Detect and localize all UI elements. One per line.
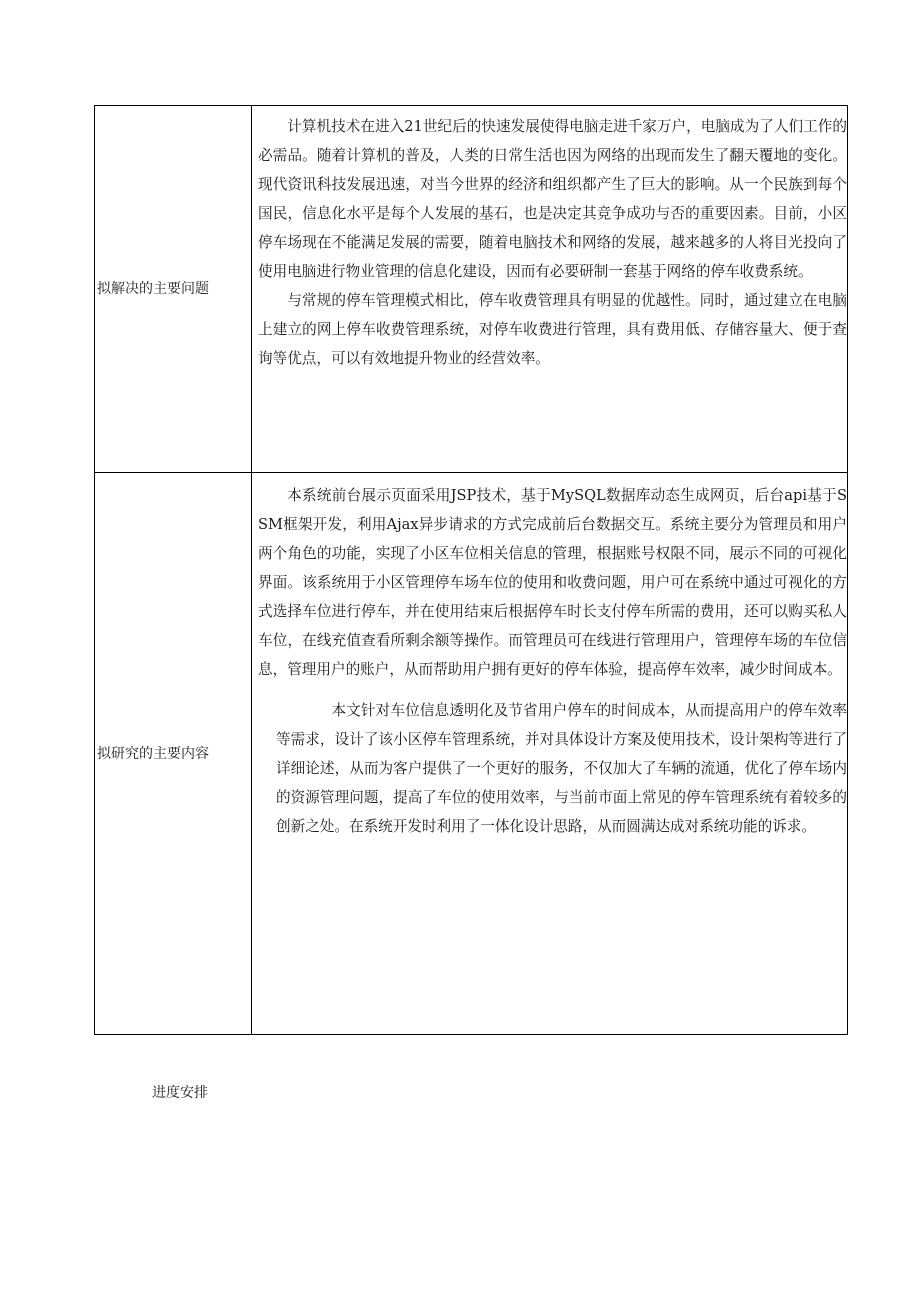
row-content-problems: [252, 106, 848, 473]
proposal-table: [94, 105, 848, 1035]
schedule-heading: 进度安排: [152, 1085, 208, 1101]
table-row-research: [95, 473, 848, 1035]
row-label-problems: 拟解决的主要问题: [95, 106, 252, 473]
row-content-research: [252, 473, 848, 1035]
table-row-problems: [95, 106, 848, 473]
problems-paragraph-1: 计算机技术在进入21世纪后的快速发展使得电脑走进千家万户，电脑成为了人们工作的必需品。随着计算机的普及，人类的日常生活也因为网络的出现而发生了翻天覆地的变化。现代资讯科技发展迅速，对当今世界的经济和组织都产生了巨大的影响。从一个民族到每个国民，信息化水平是每个人发展的基石，也是决定其竞争成功与否的重要因素。目前，小区停车场现在不能满足发展的需要，随着电脑技术和网络的发展，越来越多的人将目光投向了使用电脑进行物业管理的信息化建设，因而有必要研制一套基于网络的停车收费系统。: [258, 118, 847, 280]
problems-paragraph-2: 与常规的停车管理模式相比，停车收费管理具有明显的优越性。同时，通过建立在电脑上建立的网上停车收费管理系统，对停车收费进行管理，具有费用低、存储容量大、便于查询等优点，可以有效地提升物业的经营效率。: [258, 292, 847, 367]
research-paragraph-1: 本系统前台展示页面采用JSP技术，基于MySQL数据库动态生成网页，后台api基于SSM框架开发，利用Ajax异步请求的方式完成前后台数据交互。系统主要分为管理员和用户两个角色的功能，实现了小区车位相关信息的管理，根据账号权限不同，展示不同的可视化界面。该系统用于小区管理停车场车位的使用和收费问题，用户可在系统中通过可视化的方式选择车位进行停车，并在使用结束后根据停车时长支付停车所需的费用，还可以购买私人车位，在线充值查看所剩余额等操作。而管理员可在线进行管理用户，管理停车场的车位信息，管理用户的账户，从而帮助用户拥有更好的停车体验，提高停车效率，减少时间成本。: [258, 487, 847, 678]
research-paragraph-2: 本文针对车位信息透明化及节省用户停车的时间成本，从而提高用户的停车效率等需求，设计了该小区停车管理系统，并对具体设计方案及使用技术，设计架构等进行了详细论述，从而为客户提供了一个更好的服务，不仅加大了车辆的流通，优化了停车场内的资源管理问题，提高了车位的使用效率，与当前市面上常见的停车管理系统有着较多的创新之处。在系统开发时利用了一体化设计思路，从而圆满达成对系统功能的诉求。: [276, 702, 847, 835]
row-label-research: 拟研究的主要内容: [95, 473, 252, 1035]
